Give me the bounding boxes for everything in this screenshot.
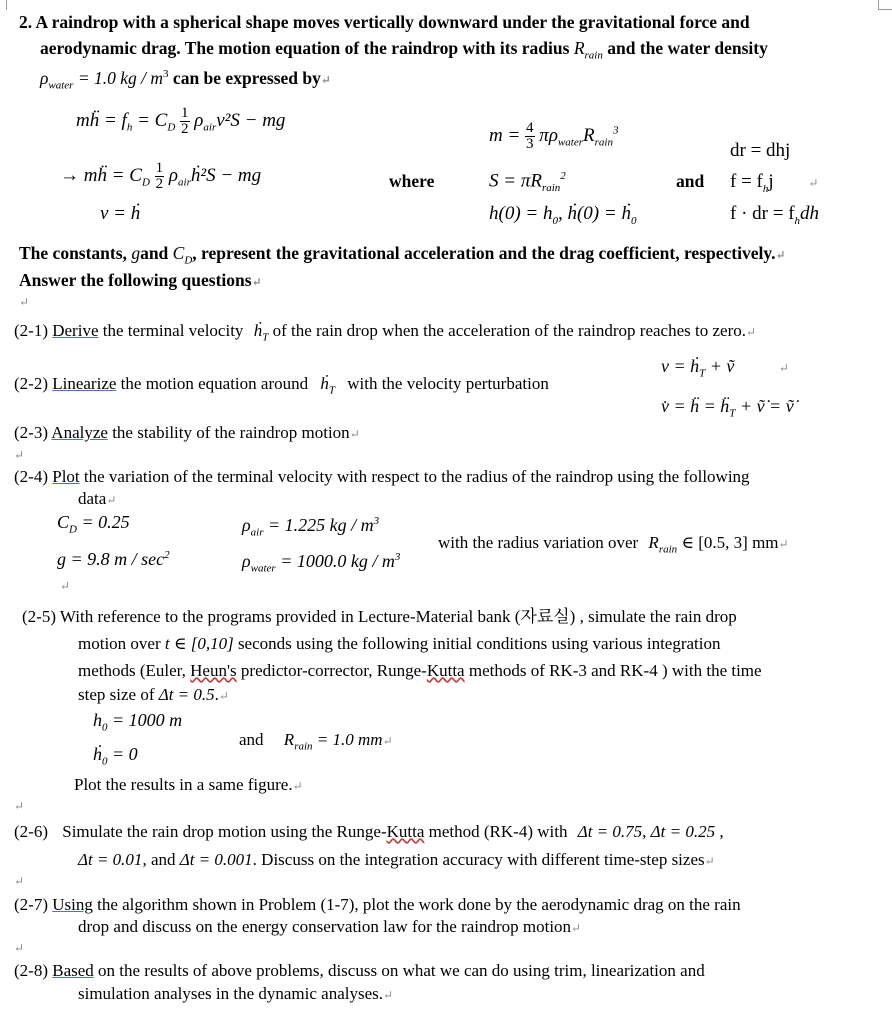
question-2-6-line-1: (2-6) Simulate the rain drop motion using the Runge-Kutta method (RK-4) with Δt = 0.75, Δt = 0.25 , [14, 822, 724, 841]
g-value: g = 9.8 m / $\sec^2$ [57, 549, 170, 569]
question-2-8-line-1: (2-8) Based on the results of above problems, discuss on what we can do using trim, linearization and [14, 961, 705, 980]
cd-value: $C_D = 0.25$ [57, 512, 130, 536]
return-mark: ↵ [14, 874, 25, 888]
question-2-2: (2-2) Linearize the motion equation around ḣ$_T$ with the velocity perturbation [14, 374, 549, 397]
return-mark: ↵ [19, 295, 30, 309]
question-2-7-line-2: drop and discuss on the energy conservation law for the raindrop motion↵ [78, 917, 582, 936]
intro-line-2: aerodynamic drag. The motion equation of the raindrop with its radius $R_{rain}$ and the water density [40, 38, 768, 62]
question-2-5-line-2: motion over t ∈ [0,10] seconds using the following initial conditions using various integration [78, 634, 721, 653]
question-2-5-line-3: methods (Euler, Heun's predictor-corrector, Runge-Kutta methods of RK-3 and RK-4 ) with the time [78, 661, 762, 680]
question-2-7-line-1: (2-7) Using the algorithm shown in Problem (1-7), plot the work done by the aerodynamic drag on the rain [14, 895, 741, 914]
question-2-5-plot: Plot the results in a same figure.↵ [74, 775, 303, 794]
answer-line: Answer the following questions↵ [19, 270, 262, 290]
question-2-5-line-4: step size of Δt = 0.5.↵ [78, 685, 229, 704]
and-label-2: and $R_{rain} = 1.0$ mm↵ [239, 730, 393, 753]
corner-mark-right-h [878, 9, 892, 10]
rho-water-value: $\rho_{water} = 1000.0$ kg / $m^3$ [242, 551, 401, 575]
return-mark: ↵ [14, 941, 25, 955]
h0-value: $h_0 = 1000$ m [93, 710, 183, 734]
where-label: where [389, 171, 435, 191]
perturbation-eq-2: v̇ = ḧ = ḧ$_T$ + ṽ̇ = ṽ̇ [661, 396, 794, 420]
question-2-1: (2-1) Derive the terminal velocity ḣ$_T$ of the rain drop when the acceleration of the raindrop reaches to zero.↵ [14, 321, 757, 344]
equation-1: mḧ = $f_h = C_D$ $\frac{1}{2}$ $\rho_{air}v^2S$ − mg [76, 105, 286, 137]
area-equation: $S = \pi R_{rain}^2$ [489, 170, 566, 195]
question-2-3: (2-3) Analyze the stability of the raindrop motion↵ [14, 423, 360, 442]
question-2-8-line-2: simulation analyses in the dynamic analyses.↵ [78, 984, 394, 1003]
initial-conditions: $h(0) = h_0$, ḣ(0) = ḣ$_0$ [489, 203, 637, 227]
fdr-equation: f · dr = $f_hdh$ [730, 203, 820, 227]
rho-air-value: $\rho_{air} = 1.225$ kg / $m^3$ [242, 515, 380, 539]
perturbation-eq-1: v = ḣ$_T$ + ṽ ↵ [661, 356, 789, 380]
equation-2: → mḧ = $C_D$ $\frac{1}{2}$ $\rho_{air}ḣ^2S$ − mg [60, 160, 262, 192]
and-label: and [676, 171, 705, 191]
question-2-5-line-1: (2-5) With reference to the programs provided in Lecture-Material bank (자료실) , simulate the rain drop [22, 607, 737, 626]
return-mark: ↵ [14, 799, 25, 813]
question-2-4: (2-4) Plot the variation of the terminal velocity with respect to the radius of the raindrop using the following [14, 467, 750, 486]
intro-line-1: 2. A raindrop with a spherical shape moves vertically downward under the gravitational force and [19, 12, 750, 32]
mass-equation: m = $\frac{4}{3}$ $\pi\rho_{water}R_{rain}^3$ [489, 120, 619, 152]
question-2-6-line-2: Δt = 0.01, and Δt = 0.001. Discuss on the integration accuracy with different time-step sizes↵ [78, 850, 715, 869]
question-2-4-data: data↵ [78, 489, 117, 508]
hdot0-value: ḣ$_0$ = 0 [93, 744, 138, 768]
dr-equation: dr = dhj [730, 140, 791, 161]
equation-3: v = ḣ [100, 203, 141, 224]
radius-range: with the radius variation over $R_{rain}$ ∈ [0.5, 3] mm↵ [438, 533, 789, 556]
constants-line: The constants, gand $C_D$, represent the gravitational acceleration and the drag coefficient, respectively.↵ [19, 243, 786, 267]
return-mark: ↵ [14, 448, 25, 462]
f-equation: $f = f_hj$ ↵ [730, 171, 819, 195]
return-mark: ↵ [60, 579, 71, 593]
intro-line-3: $\rho_{water} = 1.0$ kg / $m^3$ can be expressed by↵ [40, 67, 331, 92]
corner-mark-left [6, 0, 7, 10]
